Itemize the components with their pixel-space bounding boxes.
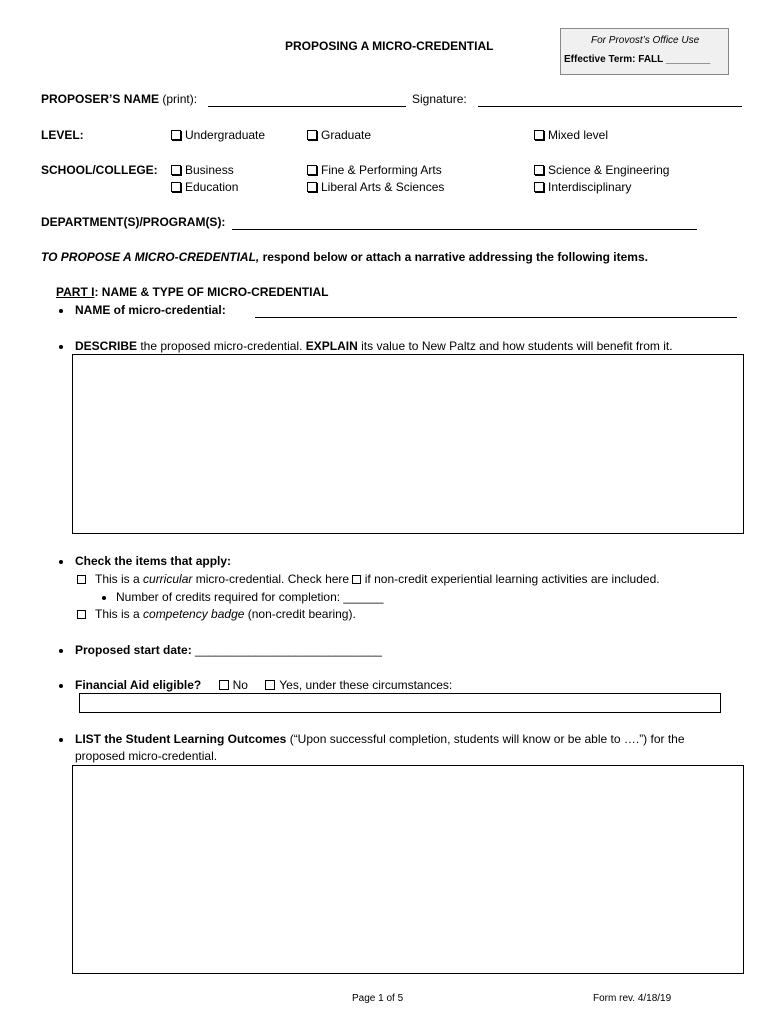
level-mixed[interactable] xyxy=(534,128,608,142)
signature-field[interactable] xyxy=(478,106,742,107)
effective-term: Effective Term: FALL ________ xyxy=(564,54,711,65)
office-use-label: For Provost’s Office Use xyxy=(591,35,700,46)
start-date-row[interactable] xyxy=(75,643,382,657)
describe-d: its value to New Paltz and how students will benefit from it. xyxy=(357,339,673,353)
part1-heading-a: PART I xyxy=(56,285,95,299)
school-liberal-arts[interactable] xyxy=(307,180,444,194)
describe-label xyxy=(75,339,673,353)
financial-aid-no[interactable]: No xyxy=(232,678,248,692)
page-number: Page 1 of 5 xyxy=(352,993,404,1004)
school-interdisciplinary-label: Interdisciplinary xyxy=(548,180,632,194)
badge-a: This is a xyxy=(95,607,144,621)
financial-aid-circumstances-field[interactable] xyxy=(79,693,721,713)
level-undergraduate-label: Undergraduate xyxy=(185,128,266,142)
financial-aid-label: Financial Aid eligible? xyxy=(75,678,202,692)
school-business-label: Business xyxy=(185,163,234,177)
checkbox-icon[interactable] xyxy=(77,610,86,619)
bullet-icon xyxy=(59,560,63,564)
part1-heading xyxy=(56,285,328,299)
school-fine-arts[interactable] xyxy=(307,163,442,177)
page-title: PROPOSING A MICRO-CREDENTIAL xyxy=(285,39,494,53)
badge-option[interactable] xyxy=(77,607,356,621)
intro-lead: TO PROPOSE A MICRO-CREDENTIAL, xyxy=(41,250,260,264)
curricular-option[interactable] xyxy=(77,572,660,586)
school-business[interactable] xyxy=(171,163,234,177)
department-label: DEPARTMENT(S)/PROGRAM(S): xyxy=(41,215,226,229)
bullet-icon xyxy=(59,345,63,349)
financial-aid-row xyxy=(75,678,452,692)
curricular-b: curricular xyxy=(143,572,193,586)
curricular-c: micro-credential. Check here xyxy=(192,572,353,586)
school-liberal-arts-label: Liberal Arts & Sciences xyxy=(321,180,445,194)
name-field[interactable] xyxy=(255,317,737,318)
checkbox-icon[interactable] xyxy=(171,182,181,192)
department-field[interactable] xyxy=(232,229,697,230)
intro-rest: respond below or attach a narrative addressing the following items. xyxy=(259,250,648,264)
start-date-field[interactable]: ____________________________ xyxy=(195,643,382,657)
describe-textarea[interactable] xyxy=(72,354,744,534)
school-science[interactable] xyxy=(534,163,669,177)
outcomes-label-c: proposed micro-credential. xyxy=(75,749,218,763)
checkbox-icon[interactable] xyxy=(265,680,275,690)
bullet-icon xyxy=(59,684,63,688)
checkbox-icon[interactable] xyxy=(171,165,181,175)
form-revision: Form rev. 4/18/19 xyxy=(593,993,672,1004)
level-undergraduate[interactable] xyxy=(171,128,265,142)
outcomes-label-a: LIST the Student Learning Outcomes xyxy=(75,732,287,746)
outcomes-label xyxy=(75,732,685,746)
checkbox-icon[interactable] xyxy=(307,165,317,175)
badge-b: competency badge xyxy=(143,607,245,621)
bullet-icon xyxy=(59,649,63,653)
bullet-icon xyxy=(102,596,106,600)
level-mixed-label: Mixed level xyxy=(548,128,609,142)
intro-text xyxy=(41,250,648,264)
level-graduate[interactable] xyxy=(307,128,371,142)
checkbox-icon[interactable] xyxy=(534,130,544,140)
check-label: Check the items that apply: xyxy=(75,554,232,568)
school-interdisciplinary[interactable] xyxy=(534,180,631,194)
level-graduate-label: Graduate xyxy=(321,128,372,142)
school-education[interactable] xyxy=(171,180,238,194)
badge-c: (non-credit bearing). xyxy=(244,607,356,621)
describe-a: DESCRIBE xyxy=(75,339,138,353)
curricular-d: if non-credit experiential learning activities are included. xyxy=(361,572,660,586)
describe-b: the proposed micro-credential. xyxy=(137,339,306,353)
financial-aid-yes[interactable]: Yes, under these circumstances: xyxy=(279,678,453,692)
school-fine-arts-label: Fine & Performing Arts xyxy=(321,163,442,177)
credits-label: Number of credits required for completion: ______ xyxy=(116,590,384,604)
office-use-box xyxy=(560,28,729,75)
school-science-label: Science & Engineering xyxy=(548,163,670,177)
level-label: LEVEL: xyxy=(41,128,84,142)
checkbox-icon[interactable] xyxy=(77,575,86,584)
name-label: NAME of micro-credential: xyxy=(75,303,226,317)
part1-heading-b: : NAME & TYPE OF MICRO-CREDENTIAL xyxy=(94,285,329,299)
outcomes-textarea[interactable] xyxy=(72,765,744,974)
proposer-name-suffix: (print): xyxy=(162,92,198,106)
proposer-name-label xyxy=(41,92,197,106)
school-label: SCHOOL/COLLEGE: xyxy=(41,163,158,177)
signature-label: Signature: xyxy=(412,92,467,106)
checkbox-icon[interactable] xyxy=(534,165,544,175)
start-date-label: Proposed start date: xyxy=(75,643,192,657)
checkbox-icon[interactable] xyxy=(307,130,317,140)
checkbox-icon[interactable] xyxy=(219,680,229,690)
outcomes-label-b: (“Upon successful completion, students will know or be able to ….”) for the xyxy=(286,732,685,746)
checkbox-icon[interactable] xyxy=(307,182,317,192)
bullet-icon xyxy=(59,738,63,742)
proposer-name-field[interactable] xyxy=(208,106,406,107)
curricular-a: This is a xyxy=(95,572,144,586)
proposer-name-label-text: PROPOSER’S NAME xyxy=(41,92,160,106)
checkbox-icon[interactable] xyxy=(534,182,544,192)
describe-c: EXPLAIN xyxy=(305,339,358,353)
school-education-label: Education xyxy=(185,180,239,194)
bullet-icon xyxy=(59,309,63,313)
checkbox-icon[interactable] xyxy=(171,130,181,140)
